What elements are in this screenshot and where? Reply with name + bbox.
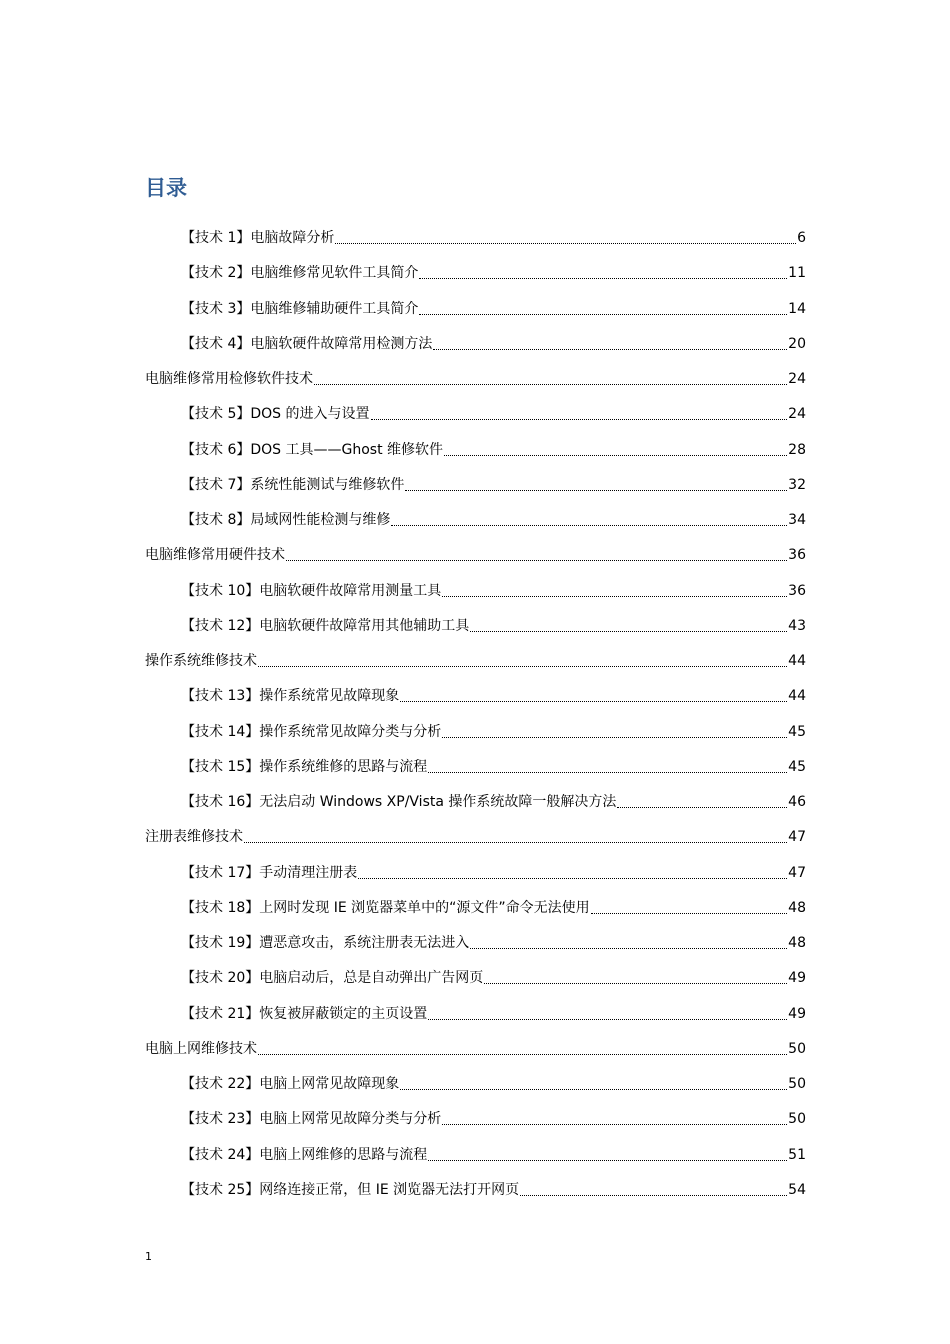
toc-entry[interactable] bbox=[181, 511, 806, 529]
toc-entry[interactable] bbox=[181, 723, 806, 741]
toc-entry-page: 20 bbox=[788, 335, 806, 352]
toc-entry[interactable] bbox=[181, 864, 806, 882]
toc-entry-label: 操作系统维修技术 bbox=[145, 653, 257, 669]
toc-leader-dots bbox=[335, 231, 796, 244]
toc-leader-dots bbox=[391, 513, 787, 526]
toc-entry[interactable] bbox=[181, 1181, 806, 1199]
toc-entry-label: 电脑维修常用检修软件技术 bbox=[145, 371, 313, 387]
toc-leader-dots bbox=[591, 901, 788, 914]
toc-entry-page: 36 bbox=[788, 582, 806, 599]
toc-entry-label: 【技术 15】操作系统维修的思路与流程 bbox=[181, 758, 428, 775]
toc-entry-page: 45 bbox=[788, 758, 806, 775]
toc-entry[interactable] bbox=[181, 758, 806, 776]
toc-entry[interactable] bbox=[181, 934, 806, 952]
toc-entry-page: 6 bbox=[797, 230, 806, 246]
toc-entry-label: 【技术 13】操作系统常见故障现象 bbox=[181, 688, 400, 705]
toc-entry-page: 49 bbox=[788, 970, 806, 987]
toc-entry[interactable] bbox=[181, 405, 806, 423]
toc-leader-dots bbox=[442, 584, 787, 597]
toc-entry-label: 【技术 21】恢复被屏蔽锁定的主页设置 bbox=[181, 1005, 428, 1022]
toc-entry-label: 注册表维修技术 bbox=[145, 829, 243, 846]
toc-entry-label: 电脑上网维修技术 bbox=[145, 1040, 257, 1057]
toc-entry[interactable] bbox=[181, 582, 806, 600]
toc-entry-page: 54 bbox=[788, 1181, 806, 1198]
toc-entry[interactable] bbox=[181, 441, 806, 459]
toc-entry[interactable] bbox=[181, 1110, 806, 1128]
toc-entry[interactable] bbox=[181, 229, 806, 247]
toc-entry-page: 47 bbox=[788, 829, 806, 846]
toc-leader-dots bbox=[520, 1183, 787, 1196]
toc-entry-page: 44 bbox=[788, 653, 806, 669]
toc-entry-page: 11 bbox=[788, 265, 806, 282]
toc-entry-page: 48 bbox=[788, 899, 806, 916]
toc-entry[interactable] bbox=[181, 793, 806, 811]
toc-entry[interactable] bbox=[181, 1075, 806, 1093]
toc-entry[interactable] bbox=[145, 828, 806, 846]
toc-leader-dots bbox=[617, 795, 787, 808]
toc-entry-label: 【技术 22】电脑上网常见故障现象 bbox=[181, 1076, 400, 1092]
toc-entry-label: 【技术 19】遭恶意攻击，系统注册表无法进入 bbox=[181, 935, 470, 951]
toc-leader-dots bbox=[428, 760, 787, 773]
toc-entry-label: 【技术 16】无法启动 Windows XP/Vista 操作系统故障一般解决方法 bbox=[181, 794, 617, 810]
toc-leader-dots bbox=[470, 619, 787, 632]
toc-entry-page: 50 bbox=[788, 1040, 806, 1057]
toc-leader-dots bbox=[428, 1007, 787, 1020]
toc-entry-page: 32 bbox=[788, 476, 806, 493]
toc-leader-dots bbox=[433, 337, 787, 350]
toc-entry[interactable] bbox=[181, 1146, 806, 1164]
toc-entry[interactable] bbox=[145, 1040, 806, 1058]
toc-entry-page: 28 bbox=[788, 441, 806, 458]
toc-entry[interactable] bbox=[181, 476, 806, 494]
toc-leader-dots bbox=[470, 936, 787, 949]
toc-entry-page: 44 bbox=[788, 688, 806, 705]
toc-leader-dots bbox=[258, 1042, 787, 1055]
toc-entry[interactable] bbox=[181, 687, 806, 705]
toc-entry-label: 【技术 23】电脑上网常见故障分类与分析 bbox=[181, 1111, 442, 1128]
toc-entry-label: 【技术 1】电脑故障分析 bbox=[181, 230, 335, 246]
toc-leader-dots bbox=[484, 971, 787, 984]
toc-entry-page: 43 bbox=[788, 617, 806, 634]
toc-entry-label: 【技术 20】电脑启动后，总是自动弹出广告网页 bbox=[181, 970, 484, 987]
toc-entry-label: 【技术 3】电脑维修辅助硬件工具简介 bbox=[181, 300, 419, 317]
toc-leader-dots bbox=[400, 1077, 787, 1090]
toc-entry-page: 48 bbox=[788, 935, 806, 951]
toc-entry[interactable] bbox=[181, 300, 806, 318]
toc-entry-page: 50 bbox=[788, 1111, 806, 1128]
toc-entry-label: 【技术 7】系统性能测试与维修软件 bbox=[181, 476, 405, 493]
toc-entry-label: 【技术 4】电脑软硬件故障常用检测方法 bbox=[181, 335, 433, 352]
toc-entry-label: 【技术 5】DOS 的进入与设置 bbox=[181, 406, 370, 423]
toc-entry-page: 14 bbox=[788, 300, 806, 317]
toc-leader-dots bbox=[419, 302, 787, 315]
toc-entry-page: 34 bbox=[788, 512, 806, 528]
toc-entry-page: 45 bbox=[788, 723, 806, 740]
toc-entry-label: 【技术 25】网络连接正常，但 IE 浏览器无法打开网页 bbox=[181, 1181, 520, 1198]
toc-leader-dots bbox=[314, 372, 787, 385]
toc-entry[interactable] bbox=[181, 335, 806, 353]
toc-entry-label: 【技术 12】电脑软硬件故障常用其他辅助工具 bbox=[181, 617, 470, 634]
toc-entry-label: 【技术 2】电脑维修常见软件工具简介 bbox=[181, 265, 419, 282]
toc-entry-label: 【技术 8】局域网性能检测与维修 bbox=[181, 512, 391, 528]
toc-entry-page: 51 bbox=[788, 1146, 806, 1163]
page-number: 1 bbox=[145, 1250, 152, 1263]
toc-entry-page: 24 bbox=[788, 406, 806, 423]
toc-entry[interactable] bbox=[145, 370, 806, 388]
toc-entry[interactable] bbox=[145, 652, 806, 670]
toc-entry-label: 【技术 14】操作系统常见故障分类与分析 bbox=[181, 723, 442, 740]
toc-entry[interactable] bbox=[181, 969, 806, 987]
toc-entry[interactable] bbox=[181, 264, 806, 282]
toc-leader-dots bbox=[444, 443, 787, 456]
toc-leader-dots bbox=[258, 654, 787, 667]
toc-entry-label: 【技术 6】DOS 工具——Ghost 维修软件 bbox=[181, 441, 444, 458]
toc-leader-dots bbox=[400, 689, 787, 702]
toc-leader-dots bbox=[419, 266, 787, 279]
toc-entry-page: 49 bbox=[788, 1005, 806, 1022]
toc-entry-page: 47 bbox=[788, 864, 806, 881]
toc-entry-page: 46 bbox=[788, 794, 806, 810]
toc-leader-dots bbox=[442, 725, 787, 738]
toc-title: 目录 bbox=[145, 176, 187, 200]
toc-leader-dots bbox=[442, 1112, 787, 1125]
toc-entry[interactable] bbox=[181, 617, 806, 635]
toc-leader-dots bbox=[358, 866, 787, 879]
toc-entry-label: 【技术 17】手动清理注册表 bbox=[181, 864, 358, 881]
toc-entry-page: 50 bbox=[788, 1076, 806, 1092]
toc-entry-label: 【技术 24】电脑上网维修的思路与流程 bbox=[181, 1146, 428, 1163]
toc-entry-label: 【技术 18】上网时发现 IE 浏览器菜单中的“源文件”命令无法使用 bbox=[181, 899, 590, 916]
toc-entry[interactable] bbox=[145, 546, 806, 564]
toc-entry-page: 24 bbox=[788, 371, 806, 387]
toc-leader-dots bbox=[405, 478, 787, 491]
toc-entry[interactable] bbox=[181, 1005, 806, 1023]
toc-entry-label: 【技术 10】电脑软硬件故障常用测量工具 bbox=[181, 582, 442, 599]
toc-leader-dots bbox=[286, 548, 787, 561]
toc-entry-label: 电脑维修常用硬件技术 bbox=[145, 547, 285, 564]
toc-leader-dots bbox=[428, 1148, 787, 1161]
toc-entry[interactable] bbox=[181, 899, 806, 917]
toc-entry-page: 36 bbox=[788, 547, 806, 564]
toc-leader-dots bbox=[371, 407, 788, 420]
toc-leader-dots bbox=[244, 830, 787, 843]
